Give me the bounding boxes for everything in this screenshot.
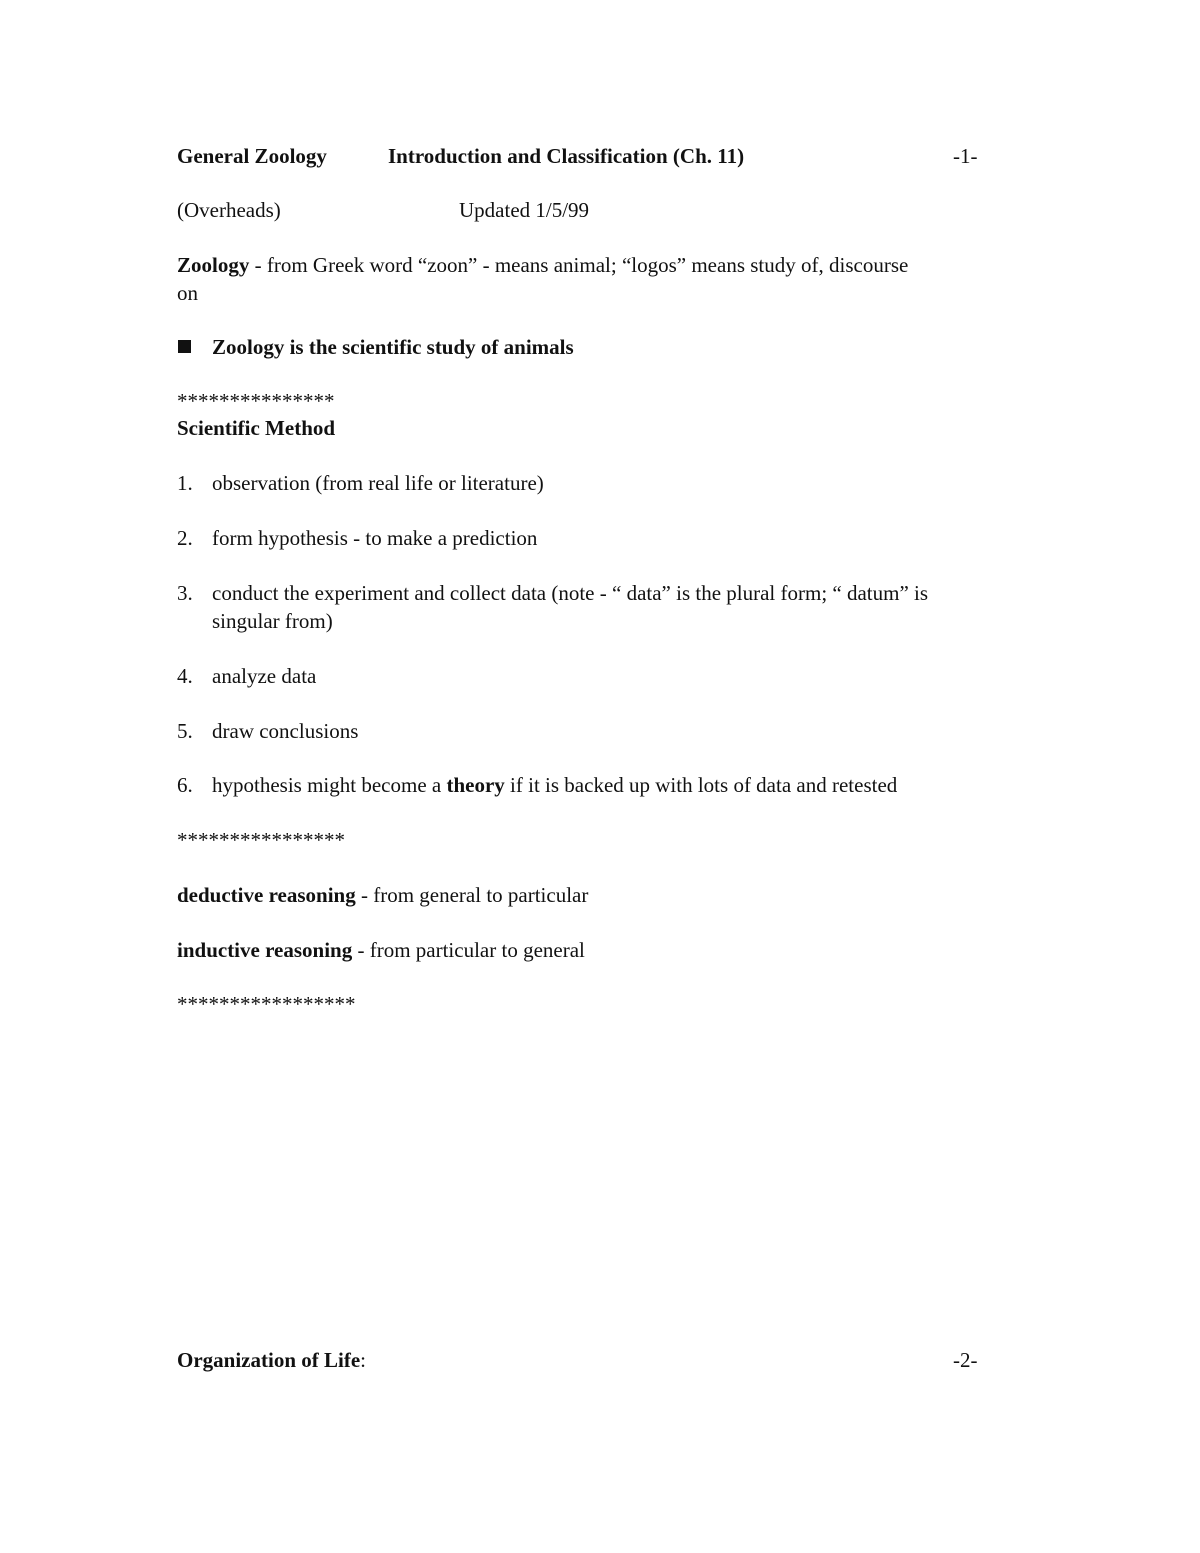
next-section-title [177, 1346, 366, 1374]
list-number: 5. [177, 719, 193, 743]
reasoning-term: deductive reasoning [177, 883, 356, 907]
list-text: analyze data [212, 664, 317, 688]
asterisk-divider: *************** [177, 389, 335, 413]
reasoning-text: - from general to particular [355, 883, 589, 907]
list-text [212, 771, 897, 799]
square-bullet-icon [178, 340, 191, 353]
list-number: 2. [177, 526, 193, 550]
theory-term: theory [446, 773, 505, 797]
list-text-continued: singular from) [212, 609, 333, 633]
list-text-after: if it is backed up with lots of data and retested [504, 773, 898, 797]
definition-line [177, 251, 908, 279]
updated-date: Updated 1/5/99 [459, 198, 590, 222]
page-number: -2- [953, 1348, 978, 1372]
definition-term: Zoology [177, 253, 250, 277]
definition-text: - from Greek word “zoon” - means animal; “logos” means study of, discourse [249, 253, 909, 277]
list-number: 3. [177, 581, 193, 605]
list-text: form hypothesis - to make a prediction [212, 526, 538, 550]
list-text: conduct the experiment and collect data (note - “ data” is the plural form; “ datum” is [212, 581, 929, 605]
list-number: 1. [177, 471, 193, 495]
bullet-text: Zoology is the scientific study of animals [212, 335, 574, 359]
list-text-before: hypothesis might become a [212, 773, 447, 797]
deductive-reasoning-line [177, 881, 588, 909]
reasoning-term: inductive reasoning [177, 938, 353, 962]
list-number: 4. [177, 664, 193, 688]
list-number: 6. [177, 773, 193, 797]
chapter-title: Introduction and Classification (Ch. 11) [388, 144, 745, 168]
reasoning-text: - from particular to general [352, 938, 585, 962]
asterisk-divider: ***************** [177, 992, 356, 1016]
overheads-label: (Overheads) [177, 198, 281, 222]
list-text: observation (from real life or literature) [212, 471, 544, 495]
section-title: Scientific Method [177, 416, 336, 440]
page-number: -1- [953, 144, 978, 168]
inductive-reasoning-line [177, 936, 585, 964]
asterisk-divider: **************** [177, 828, 345, 852]
next-section-title-bold: Organization of Life [177, 1348, 361, 1372]
course-title: General Zoology [177, 144, 327, 168]
definition-text-continued: on [177, 281, 198, 305]
next-section-colon: : [360, 1348, 366, 1372]
list-text: draw conclusions [212, 719, 359, 743]
